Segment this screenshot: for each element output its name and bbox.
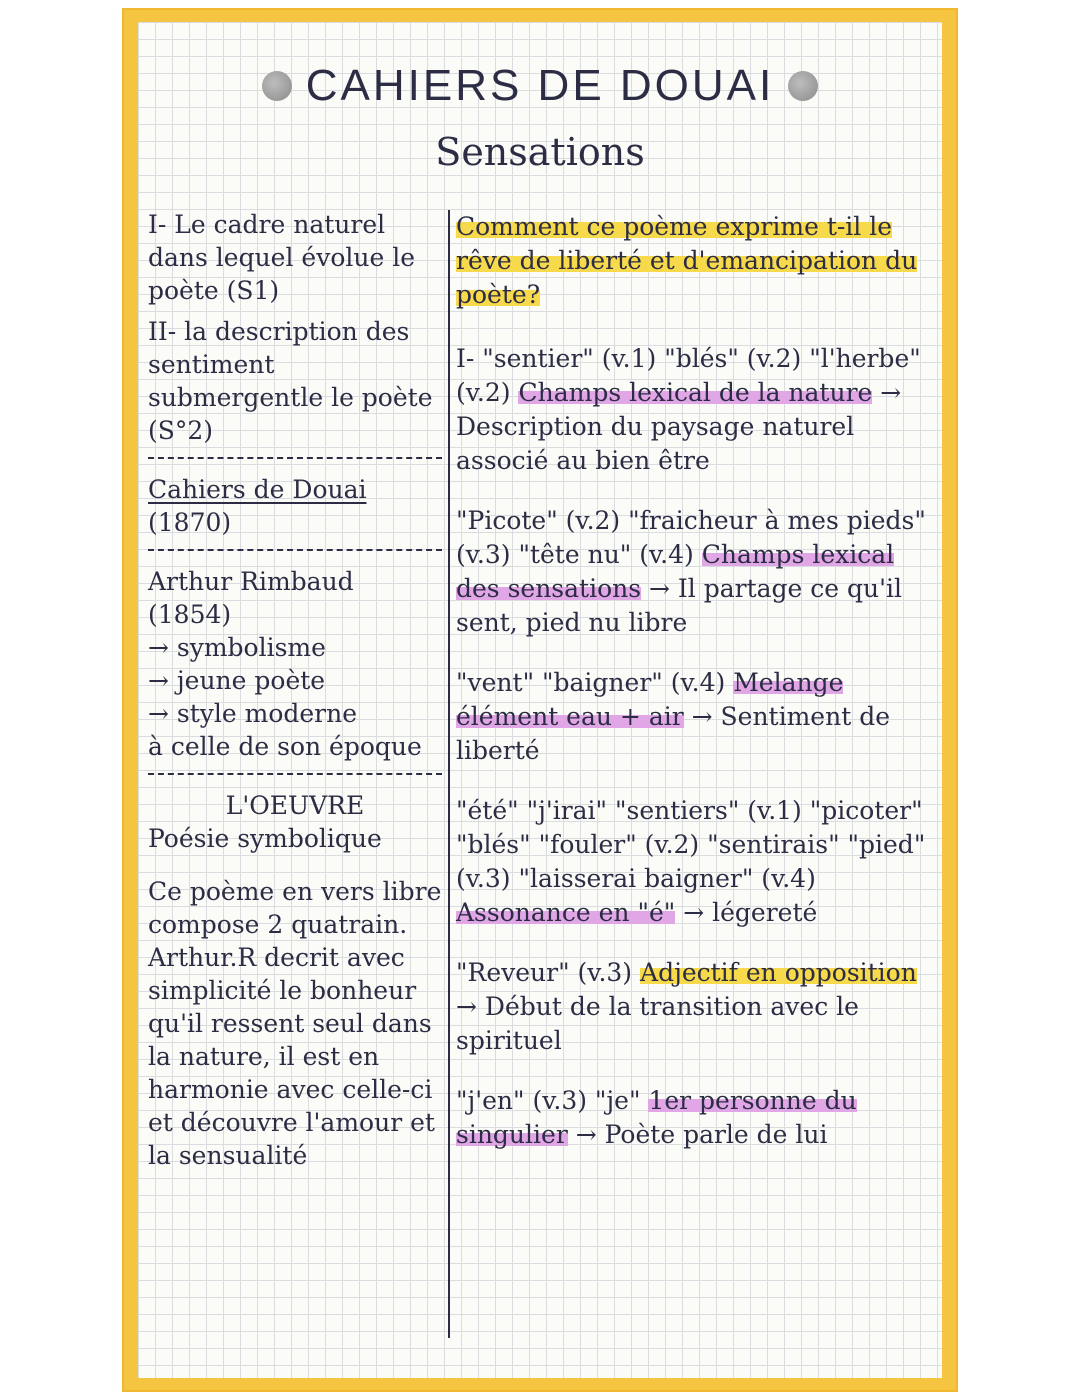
oeuvre-heading: L'OEUVRE [225, 791, 365, 820]
left-column [148, 208, 442, 1180]
author-name: Arthur Rimbaud [148, 567, 354, 596]
trait-item: → style moderne [148, 699, 358, 728]
analysis-quote: "été" "j'irai" "sentiers" (v.1) "picoter" "blés" "fouler" (v.2) "sentirais" "pied" (v.3) "laisserai baigner" (v.4) [456, 796, 926, 893]
analysis-comment: → Début de la transition avec le spirituel [456, 992, 859, 1055]
analysis-block [456, 342, 942, 478]
author-year: (1854) [148, 600, 232, 629]
oeuvre-genre: Poésie symbolique [148, 824, 382, 853]
dashed-divider [148, 773, 442, 775]
oeuvre-summary: Ce poème en vers libre compose 2 quatrain. Arthur.R decrit avec simplicité le bonheur qu'il ressent seul dans la nature, il est en harmonie avec celle-ci et découvre l'amour et la sensualité [148, 877, 442, 1170]
analysis-block [456, 504, 942, 640]
plan-part-2: II- la description des sentiment submergentle le poète (S°2) [148, 317, 433, 445]
dashed-divider [148, 457, 442, 459]
analysis-comment: → Poète parle de lui [575, 1120, 828, 1149]
analysis-highlight: Champs lexical des sensations [456, 540, 895, 603]
analysis-comment: → légereté [683, 898, 818, 927]
trait-tail: à celle de son époque [148, 732, 422, 761]
analysis-block [456, 666, 942, 768]
analysis-highlight: Adjectif en opposition [640, 958, 917, 987]
analysis-block [456, 956, 942, 1058]
analysis-highlight: 1er personne du singulier [456, 1086, 857, 1149]
column-divider [448, 210, 450, 1338]
problematique-text: Comment ce poème exprime t-il le rêve de liberté et d'emancipation du poète? [456, 212, 918, 309]
analysis-quote: "Reveur" (v.3) [456, 958, 633, 987]
punch-hole-icon [788, 71, 818, 101]
work-year: (1870) [148, 508, 232, 537]
analysis-quote: I- "sentier" (v.1) "blés" (v.2) "l'herbe" (v.2) [456, 344, 921, 407]
analysis-block [456, 794, 942, 930]
trait-item: → jeune poète [148, 666, 326, 695]
analysis-comment: → Description du paysage naturel associé au bien être [456, 378, 902, 475]
analysis-highlight: Assonance en "é" [456, 898, 676, 927]
analysis-highlight: Melange élément eau + air [456, 668, 844, 731]
analysis-block [456, 1084, 942, 1152]
page-title: CAHIERS DE DOUAI [305, 61, 775, 110]
plan-part-1: I- Le cadre naturel dans lequel évolue le poète (S1) [148, 210, 416, 305]
punch-hole-icon [262, 71, 292, 101]
analysis-quote: "j'en" (v.3) "je" [456, 1086, 641, 1115]
analysis-comment: → Il partage ce qu'il sent, pied nu libre [456, 574, 902, 637]
analysis-highlight: Champs lexical de la nature [518, 378, 873, 407]
dashed-divider [148, 549, 442, 551]
analysis-quote: "vent" "baigner" (v.4) [456, 668, 726, 697]
problematique [456, 210, 942, 312]
right-column [456, 210, 942, 1178]
title-row [138, 56, 942, 116]
work-title: Cahiers de Douai [148, 475, 367, 504]
page-subtitle: Sensations [435, 130, 645, 174]
trait-item: → symbolisme [148, 633, 326, 662]
note-card [122, 8, 958, 1392]
grid-paper [138, 22, 942, 1378]
analysis-quote: "Picote" (v.2) "fraicheur à mes pieds" (v.3) "tête nu" (v.4) [456, 506, 926, 569]
analysis-comment: → Sentiment de liberté [456, 702, 890, 765]
